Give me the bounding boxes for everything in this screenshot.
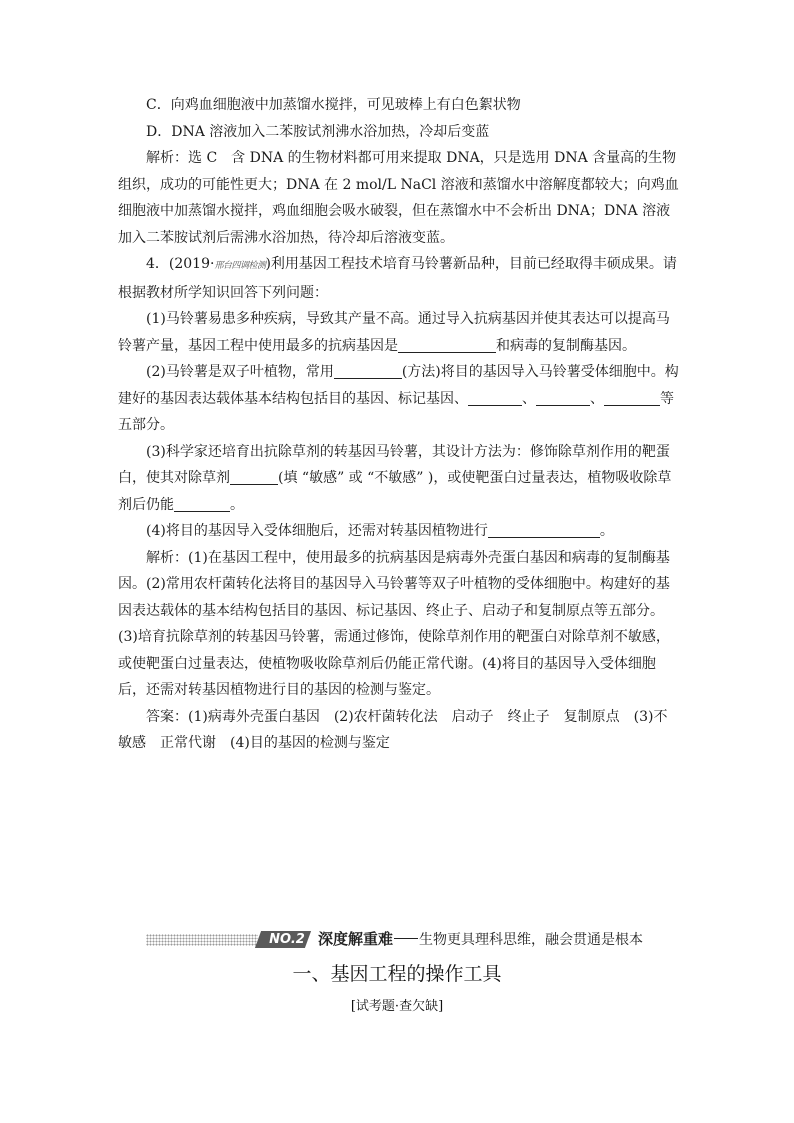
analysis-q4: 解析：(1)在基因工程中，使用最多的抗病基因是病毒外壳蛋白基因和病毒的复制酶基因。(2)常用农杆菌转化法将目的基因导入马铃薯等双子叶植物的受体细胞中。构建好的基因表达载体的基本结构包括目的基因、标记基因、终止子、启动子和复制原点等五部分。(3)培育抗除草剂的转基因马铃薯，需通过修饰，使除草剂作用的靶蛋白对除草剂不敏感，或使靶蛋白过量表达，使植物吸收除草剂后仍能正常代谢。(4)将目的基因导入受体细胞后，还需对转基因植物进行目的基因的检测与鉴定。 <box>118 549 670 698</box>
answer-blank[interactable] <box>230 468 278 485</box>
answer-q4: 答案：(1)病毒外壳蛋白基因 (2)农杆菌转化法 启动子 终止子 复制原点 (3)不敏感 正常代谢 (4)目的基因的检测与鉴定 <box>118 708 668 751</box>
section-subtitle: 生物更具理科思维，融会贯通是根本 <box>419 932 644 948</box>
sub-question-1 <box>118 306 680 359</box>
answer-blank[interactable] <box>468 389 522 406</box>
answer-blank[interactable] <box>174 495 230 512</box>
section-title-line <box>318 929 643 950</box>
section-title: 深度解重难 <box>318 930 394 948</box>
dotted-decoration <box>146 934 258 946</box>
sub-question-2-text: (2)马铃薯是双子叶植物，常用 <box>146 364 334 380</box>
analysis-q3: 解析：选 C 含 DNA 的生物材料都可用来提取 DNA，只是选用 DNA 含量高的生物组织，成功的可能性更大；DNA 在 2 mol/L NaCl 溶液和蒸馏水中溶解度都较大；向鸡血细胞液中加蒸馏水搅拌，鸡血细胞会吸水破裂，但在蒸馏水中不会析出 DNA；DNA 溶液加入二苯胺试剂后需沸水浴加热，待冷却后溶液变蓝。 <box>118 150 679 246</box>
section-badge: NO.2 <box>269 932 305 947</box>
dash-divider <box>394 938 418 939</box>
section-banner <box>146 931 686 949</box>
section-subheading: [试考题·查欠缺] <box>350 999 444 1014</box>
question-4-stem <box>118 251 680 306</box>
stem-text: )利用基因工程技术培育马铃薯新品种，目前已经取得丰硕成果。请根据教材所学知识回答下列问题： <box>118 256 677 301</box>
sub-question-3-text: (3)科学家还培育出抗除草剂的转基因马铃薯，其设计方法为：修饰除草剂作用的靶蛋白，使其对除草剂 <box>118 443 670 486</box>
option-c: C．向鸡血细胞液中加蒸馏水搅拌，可见玻棒上有白色絮状物 <box>146 97 521 113</box>
answer-blank[interactable] <box>398 336 496 353</box>
answer-blank[interactable] <box>334 362 402 379</box>
separator: 、 <box>590 390 604 407</box>
answer-blank[interactable] <box>536 389 590 406</box>
sub-question-4-tail: 。 <box>599 523 614 539</box>
question-number: 4．(2019· <box>146 256 215 272</box>
question-content <box>118 92 680 757</box>
sub-question-2-mid: (方法)将目的基因导入马铃薯受体细胞中。构建好的基因表达载体基本结构包括目的基因、标记基因、 <box>118 364 679 407</box>
sub-question-2-tail: 等五部分。 <box>118 390 674 433</box>
source-note: 邢台四调检测 <box>214 261 266 271</box>
sub-question-1-text: (1)马铃薯易患多种疾病，导致其产量不高。通过导入抗病基因并使其表达可以提高马铃薯产量，基因工程中使用最多的抗病基因是 <box>118 311 670 354</box>
option-d: D．DNA 溶液加入二苯胺试剂沸水浴加热，冷却后变蓝 <box>146 123 490 140</box>
section-heading: 一、基因工程的操作工具 <box>292 963 502 985</box>
sub-question-4 <box>118 518 680 545</box>
sub-question-1-tail: 和病毒的复制酶基因。 <box>496 337 636 354</box>
answer-blank[interactable] <box>488 521 600 538</box>
sub-question-2 <box>118 359 680 439</box>
sub-question-3 <box>118 439 680 519</box>
sub-question-3-mid: (填 “敏感” 或 “不敏感” )，或使靶蛋白过量表达，植物吸收除草剂后仍能 <box>118 470 672 513</box>
sub-question-4-text: (4)将目的基因导入受体细胞后，还需对转基因植物进行 <box>146 523 488 539</box>
sub-question-3-tail: 。 <box>230 496 244 513</box>
answer-blank[interactable] <box>604 389 660 406</box>
separator: 、 <box>522 390 536 407</box>
